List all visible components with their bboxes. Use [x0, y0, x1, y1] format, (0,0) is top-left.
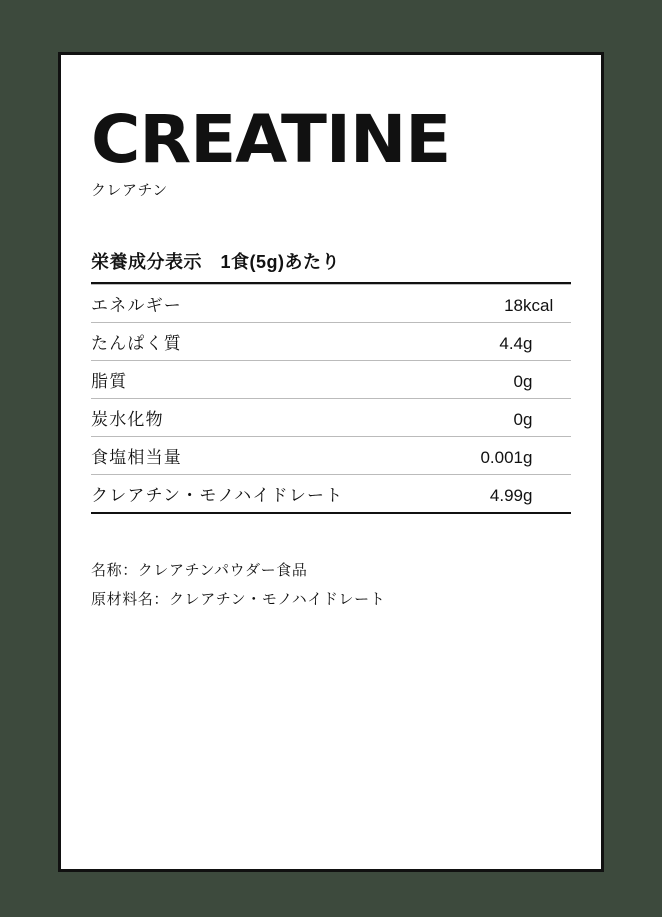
label-content: [91, 85, 571, 615]
nutrient-label: 脂質: [91, 361, 461, 399]
nutrient-unit: g: [523, 437, 571, 475]
table-row: [91, 323, 571, 361]
product-name-line: 名称：クレアチンパウダー食品: [91, 562, 308, 579]
ingredients-line: 原材料名：クレアチン・モノハイドレート: [91, 591, 386, 609]
nutrition-heading: 栄養成分表示 1食(5g)あたり: [91, 252, 341, 272]
product-label-card: [58, 52, 604, 872]
nutrient-label: たんぱく質: [91, 323, 461, 361]
nutrient-value: 0.001: [461, 437, 523, 475]
nutrient-unit: g: [523, 361, 571, 399]
nutrient-unit: g: [523, 475, 571, 514]
nutrient-label: クレアチン・モノハイドレート: [91, 475, 461, 514]
nutrient-unit: g: [523, 399, 571, 437]
nutrient-value: 0: [461, 399, 523, 437]
nutrient-label: 炭水化物: [91, 399, 461, 437]
table-row: [91, 437, 571, 475]
table-row: [91, 361, 571, 399]
nutrient-value: 0: [461, 361, 523, 399]
nutrient-value: 4.99: [461, 475, 523, 514]
product-info-section: [91, 556, 571, 615]
table-row: [91, 285, 571, 323]
table-row: [91, 475, 571, 514]
nutrient-label: エネルギー: [91, 285, 461, 323]
page-title: CREATINE: [91, 101, 451, 178]
nutrient-label: 食塩相当量: [91, 437, 461, 475]
nutrient-value: 18: [461, 285, 523, 323]
nutrient-value: 4.4: [461, 323, 523, 361]
nutrient-unit: g: [523, 323, 571, 361]
product-subtitle: クレアチン: [91, 182, 168, 199]
table-row: [91, 399, 571, 437]
nutrition-facts-section: [91, 248, 571, 514]
nutrition-table: [91, 282, 571, 514]
nutrient-unit: kcal: [523, 285, 571, 323]
